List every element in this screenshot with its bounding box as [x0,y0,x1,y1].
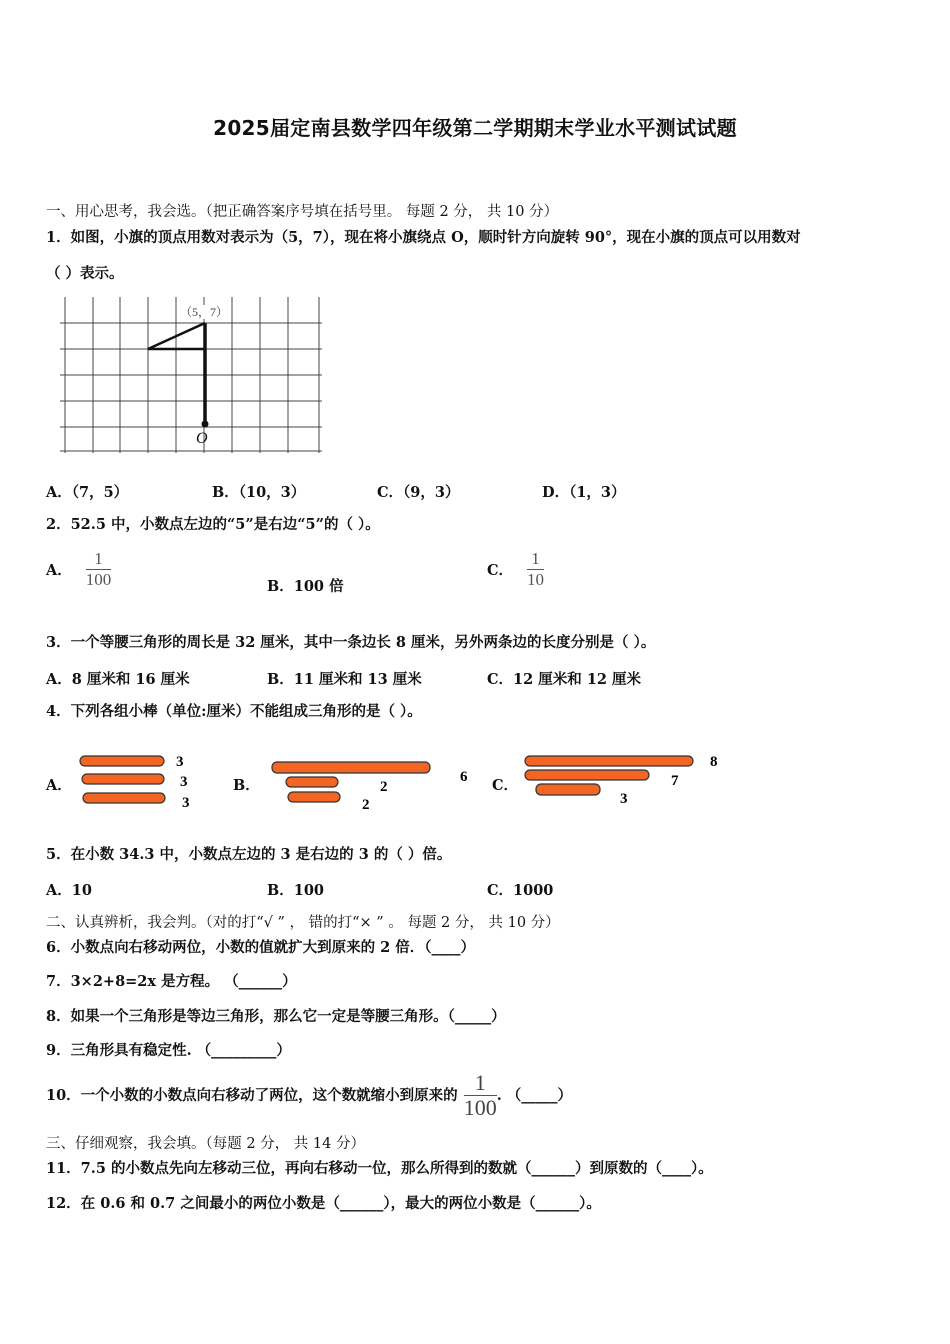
stick-b3 [288,792,340,802]
fraction-denominator: 10 [527,570,545,589]
stick-a3-value: 3 [182,795,190,811]
fraction-denominator: 100 [85,570,112,589]
stick-c3-value: 3 [620,791,628,807]
q4-sticks-b[interactable] [266,752,486,814]
q7-text: 7．3×2+8=2x 是方程。 （______） [46,973,297,990]
section-2-heading: 二、认真辨析，我会判。（对的打“√ ” ， 错的打“× ” 。 每题 2 分， 共 10 分） [46,915,560,931]
stick-b2-value: 2 [380,779,388,795]
q2-option-c-label: C． [487,562,514,579]
stick-c1 [525,756,693,766]
stick-a1-value: 3 [176,754,184,770]
q4-sticks-a[interactable] [76,750,206,812]
q5-option-b[interactable]: B．100 [267,882,325,899]
q6-text: 6．小数点向右移动两位，小数的值就扩大到原来的 2 倍．（____） [46,939,476,956]
q3-option-b[interactable]: B．11 厘米和 13 厘米 [267,671,422,688]
origin-label: O [196,430,208,447]
q4-sticks-c[interactable] [520,748,730,810]
q3-option-c[interactable]: C．12 厘米和 12 厘米 [487,671,642,688]
section-1-heading: 一、用心思考，我会选。（把正确答案序号填在括号里。 每题 2 分， 共 10 分） [46,204,559,220]
q1-text-line2: （ ）表示。 [46,265,124,282]
q2-option-c-fraction [527,550,544,589]
q2-option-a-label: A． [46,562,72,579]
q10-text-before: 10．一个小数的小数点向右移动了两位，这个数就缩小到原来的 [46,1086,458,1104]
q1-option-c[interactable]: C．（9，3） [377,484,460,501]
vertex-label: （5，7） [180,305,229,319]
stick-b3-value: 2 [362,797,370,813]
q9-text: 9．三角形具有稳定性. （_________） [46,1042,291,1059]
fraction-numerator: 1 [474,1070,486,1095]
q1-option-b[interactable]: B．（10，3） [212,484,306,501]
q1-text-line1: 1．如图，小旗的顶点用数对表示为（5，7），现在将小旗绕点 O，顺时针方向旋转 90°，现在小旗的顶点可以用数对 [46,229,801,246]
origin-point [202,421,209,428]
fraction-numerator: 1 [531,549,540,568]
q2-option-b[interactable]: B．100 倍 [267,578,344,595]
fraction-numerator: 1 [94,549,103,568]
stick-a3 [83,793,165,803]
stick-c3 [536,784,600,795]
stick-b1-value: 6 [460,769,468,785]
q5-option-c[interactable]: C．1000 [487,882,554,899]
q10-text-after: . （_____） [496,1086,573,1104]
stick-a2-value: 3 [180,774,188,790]
q4-text: 4．下列各组小棒（单位:厘米）不能组成三角形的是（ ）。 [46,703,422,720]
stick-a2 [82,774,164,784]
stick-b1 [272,762,430,773]
q10-fraction [464,1072,497,1119]
q5-option-a[interactable]: A．10 [46,882,92,899]
stick-c2 [525,770,649,780]
stick-b2 [286,777,338,787]
fraction-denominator: 100 [463,1095,497,1120]
q4-option-a-label[interactable]: A． [46,777,72,794]
q1-option-d[interactable]: D．（1，3） [542,484,626,501]
q1-grid-figure [60,297,325,457]
q3-text: 3．一个等腰三角形的周长是 32 厘米，其中一条边长 8 厘米，另外两条边的长度分别是（ ）。 [46,634,656,651]
q2-option-a-fraction [86,550,112,589]
stick-c2-value: 7 [671,773,679,789]
q12-text: 12．在 0.6 和 0.7 之间最小的两位小数是（______），最大的两位小数是（______）。 [46,1195,601,1212]
q4-option-b-label[interactable]: B． [233,777,260,794]
q11-text: 11．7.5 的小数点先向左移动三位，再向右移动一位，那么所得到的数就（______）到原数的（____）。 [46,1160,713,1177]
q2-text: 2．52.5 中，小数点左边的“5”是右边“5”的（ ）。 [46,516,380,533]
section-3-heading: 三、仔细观察，我会填。（每题 2 分， 共 14 分） [46,1136,365,1152]
q4-option-c-label[interactable]: C． [492,777,519,794]
grid-lines [60,297,322,453]
q5-text: 5．在小数 34.3 中，小数点左边的 3 是右边的 3 的（ ）倍。 [46,846,452,863]
stick-a1 [80,756,164,766]
q8-text: 8．如果一个三角形是等边三角形，那么它一定是等腰三角形。（_____） [46,1008,506,1025]
q2-option-a[interactable] [46,550,111,589]
stick-c1-value: 8 [710,754,718,770]
q2-option-c[interactable] [487,550,544,589]
q10-line [46,1072,572,1119]
page-title: 2025届定南县数学四年级第二学期期末学业水平测试试题 [213,116,737,140]
q1-option-a[interactable]: A．（7，5） [46,484,129,501]
q3-option-a[interactable]: A．8 厘米和 16 厘米 [46,671,190,688]
